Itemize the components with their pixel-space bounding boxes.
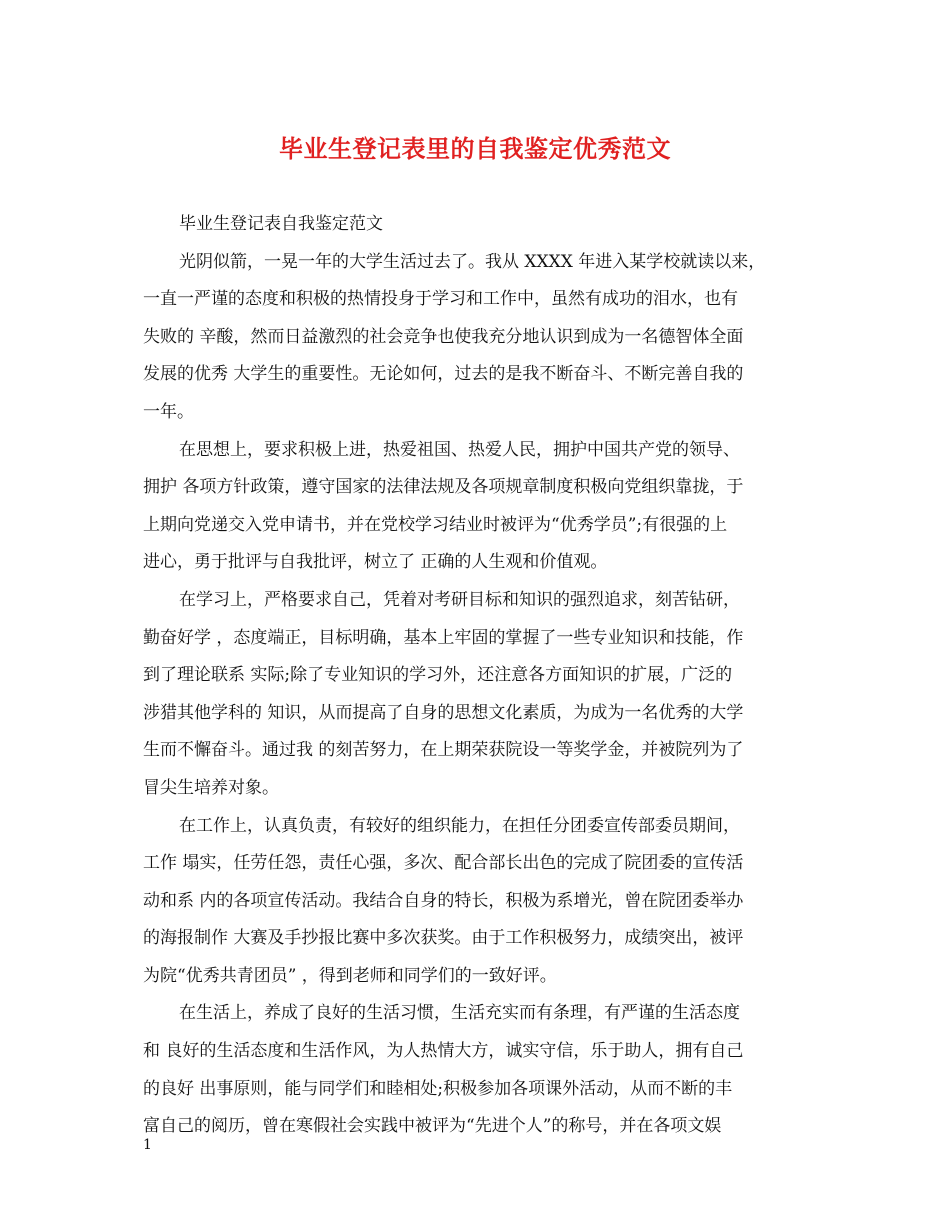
text-line: 上期向党递交入党申请书，并在党校学习结业时被评为“优秀学员”;有很强的上: [143, 514, 728, 535]
text-line: 失败的 辛酸，然而日益激烈的社会竞争也使我充分地认识到成为一名德智体全面: [143, 326, 744, 347]
text-line: 进心，勇于批评与自我批评，树立了 正确的人生观和价值观。: [143, 552, 608, 573]
text-line: 毕业生登记表自我鉴定范文: [179, 214, 383, 234]
text-line: 的海报制作 大赛及手抄报比赛中多次获奖。由于工作积极努力，成绩突出，被评: [143, 928, 744, 949]
text-line: 在生活上，养成了良好的生活习惯，生活充实而有条理，有严谨的生活态度: [179, 1003, 740, 1024]
text-line: 富自己的阅历，曾在寒假社会实践中被评为“先进个人”的称号，并在各项文娱: [143, 1116, 722, 1137]
text-line: 在思想上，要求积极上进，热爱祖国、热爱人民，拥护中国共产党的领导、: [179, 439, 740, 460]
text-line: 勤奋好学 ，态度端正，目标明确，基本上牢固的掌握了一些专业知识和技能，作: [143, 627, 744, 648]
text-line: 工作 塌实，任劳任怨，责任心强，多次、配合部长出色的完成了院团委的宣传活: [143, 853, 744, 874]
text-line: 在学习上，严格要求自己，凭着对考研目标和知识的强烈追求，刻苦钻研，: [179, 589, 740, 610]
text-line: 为院“优秀共青团员” ，得到老师和同学们的一致好评。: [143, 965, 557, 986]
text-line: 发展的优秀 大学生的重要性。无论如何，过去的是我不断奋斗、不断完善自我的: [143, 364, 744, 385]
document-title: 毕业生登记表里的自我鉴定优秀范文: [279, 134, 671, 163]
text-line: 一直一严谨的态度和积极的热情投身于学习和工作中，虽然有成功的泪水，也有: [143, 289, 738, 310]
text-line: 涉猎其他学科的 知识，从而提高了自身的思想文化素质，为成为一名优秀的大学: [143, 702, 744, 723]
text-line: 的良好 出事原则，能与同学们和睦相处;积极参加各项课外活动，从而不断的丰: [143, 1078, 733, 1099]
text-line: 光阴似箭，一晃一年的大学生活过去了。我从 XXXX 年进入某学校就读以来，: [179, 251, 766, 272]
text-line: 拥护 各项方针政策，遵守国家的法律法规及各项规章制度积极向党组织靠拢，于: [143, 477, 744, 498]
text-line: 冒尖生培养对象。: [143, 777, 279, 798]
text-line: 在工作上，认真负责，有较好的组织能力，在担任分团委宣传部委员期间，: [179, 815, 740, 836]
text-line: 和 良好的生活态度和生活作风，为人热情大方，诚实守信，乐于助人，拥有自己: [143, 1041, 744, 1062]
text-line: 生而不懈奋斗。通过我 的刻苦努力，在上期荣获院设一等奖学金，并被院列为了: [143, 740, 744, 761]
text-line: 一年。: [143, 401, 194, 422]
page-number: 1: [143, 1137, 152, 1153]
text-line: 动和系 内的各项宣传活动。我结合自身的特长，积极为系增光，曾在院团委举办: [143, 890, 744, 911]
text-line: 到了理论联系 实际;除了专业知识的学习外，还注意各方面知识的扩展，广泛的: [143, 665, 733, 686]
document-body: [143, 206, 813, 1146]
